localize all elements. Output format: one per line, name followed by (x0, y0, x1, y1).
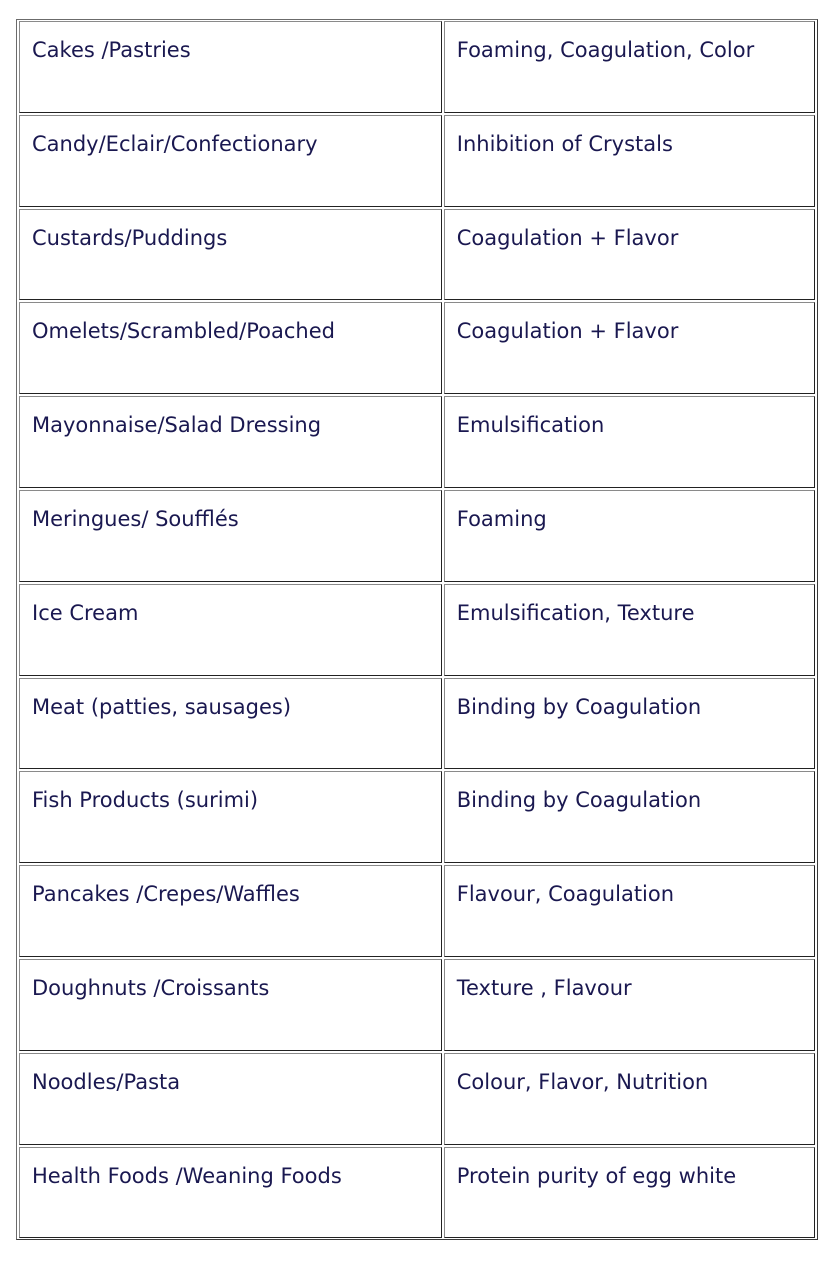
egg-function-cell: Colour, Flavor, Nutrition (444, 1053, 815, 1145)
egg-uses-table (17, 19, 817, 1240)
egg-function-cell: Texture , Flavour (444, 959, 815, 1051)
food-item-cell: Omelets/Scrambled/Poached (19, 302, 442, 394)
food-item-cell: Meat (patties, sausages) (19, 678, 442, 770)
food-item-cell: Health Foods /Weaning Foods (19, 1147, 442, 1239)
egg-function-cell: Protein purity of egg white (444, 1147, 815, 1239)
table-row (19, 959, 815, 1051)
table-row (19, 209, 815, 301)
egg-function-cell: Coagulation + Flavor (444, 209, 815, 301)
food-item-cell: Ice Cream (19, 584, 442, 676)
food-item-cell: Doughnuts /Croissants (19, 959, 442, 1051)
food-item-cell: Meringues/ Soufflés (19, 490, 442, 582)
egg-function-cell: Coagulation + Flavor (444, 302, 815, 394)
table-row (19, 21, 815, 113)
table-row (19, 115, 815, 207)
table-row (19, 396, 815, 488)
table-row (19, 865, 815, 957)
food-item-cell: Noodles/Pasta (19, 1053, 442, 1145)
food-item-cell: Pancakes /Crepes/Waffles (19, 865, 442, 957)
egg-function-cell: Flavour, Coagulation (444, 865, 815, 957)
egg-function-cell: Foaming (444, 490, 815, 582)
table-row (19, 490, 815, 582)
table-row (19, 678, 815, 770)
food-item-cell: Fish Products (surimi) (19, 771, 442, 863)
table-row (19, 771, 815, 863)
egg-function-cell: Binding by Coagulation (444, 771, 815, 863)
table-row (19, 1147, 815, 1239)
table-row (19, 584, 815, 676)
egg-function-cell: Emulsification, Texture (444, 584, 815, 676)
table-body (19, 21, 815, 1238)
egg-function-cell: Binding by Coagulation (444, 678, 815, 770)
egg-function-cell: Foaming, Coagulation, Color (444, 21, 815, 113)
table-row (19, 1053, 815, 1145)
table-row (19, 302, 815, 394)
food-item-cell: Cakes /Pastries (19, 21, 442, 113)
egg-function-cell: Inhibition of Crystals (444, 115, 815, 207)
egg-uses-table-frame (16, 19, 818, 1240)
egg-function-cell: Emulsification (444, 396, 815, 488)
food-item-cell: Custards/Puddings (19, 209, 442, 301)
food-item-cell: Candy/Eclair/Confectionary (19, 115, 442, 207)
food-item-cell: Mayonnaise/Salad Dressing (19, 396, 442, 488)
